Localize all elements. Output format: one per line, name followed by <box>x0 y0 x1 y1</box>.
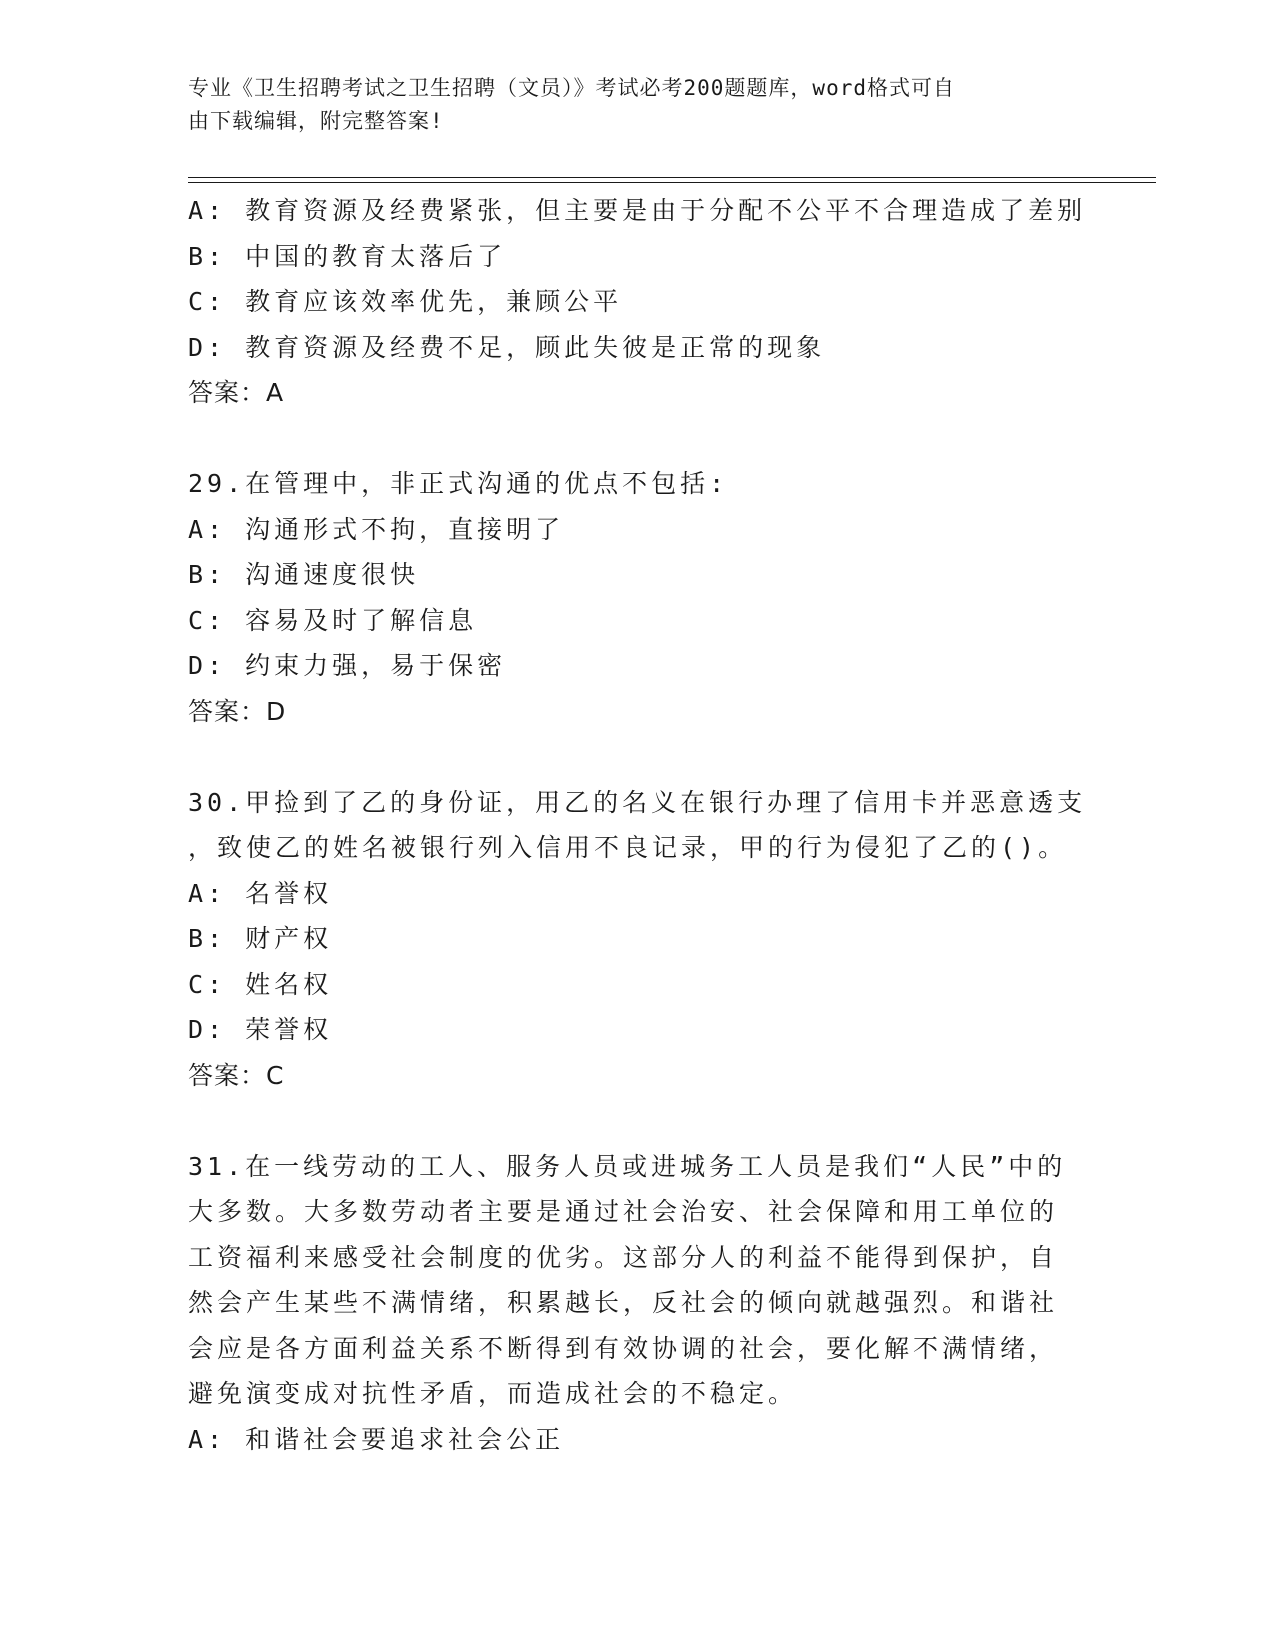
header-divider-bottom <box>188 182 1156 183</box>
option-a: A: 教育资源及经费紧张，但主要是由于分配不公平不合理造成了差别 <box>188 196 1087 225</box>
header-line-1: 专业《卫生招聘考试之卫生招聘（文员）》考试必考200题题库，word格式可自 <box>188 76 955 100</box>
document-header <box>188 72 1068 138</box>
question-text-line-2: 大多数。大多数劳动者主要是通过社会治安、社会保障和用工单位的 <box>188 1197 1059 1226</box>
header-divider-top <box>188 177 1156 178</box>
question-text-line-1: 30.甲捡到了乙的身份证，用乙的名义在银行办理了信用卡并恶意透支 <box>188 787 1087 817</box>
option-a: A: 和谐社会要追求社会公正 <box>188 1424 565 1454</box>
option-b: B: 财产权 <box>188 924 333 953</box>
option-b: B: 沟通速度很快 <box>188 560 420 589</box>
question-30 <box>188 780 1088 1099</box>
option-a: A: 沟通形式不拘，直接明了 <box>188 514 565 544</box>
answer-line: 答案：C <box>188 1060 285 1090</box>
option-d: D: 约束力强，易于保密 <box>188 651 507 680</box>
question-text-line-6: 避免演变成对抗性矛盾，而造成社会的不稳定。 <box>188 1379 798 1408</box>
answer-line: 答案：D <box>188 696 287 726</box>
question-text-line-4: 然会产生某些不满情绪，积累越长，反社会的倾向就越强烈。和谐社 <box>188 1288 1059 1317</box>
document-body <box>188 188 1088 1462</box>
question-text-line-1: 31.在一线劳动的工人、服务人员或进城务工人员是我们“人民”中的 <box>188 1151 1067 1181</box>
question-29 <box>188 461 1088 734</box>
option-c: C: 容易及时了解信息 <box>188 605 478 635</box>
spacer <box>188 734 1088 780</box>
option-b: B: 中国的教育太落后了 <box>188 241 507 271</box>
question-text: 29.在管理中，非正式沟通的优点不包括: <box>188 469 729 498</box>
option-d: D: 教育资源及经费不足，顾此失彼是正常的现象 <box>188 332 826 362</box>
question-text-line-3: 工资福利来感受社会制度的优劣。这部分人的利益不能得到保护，自 <box>188 1242 1059 1272</box>
option-c: C: 教育应该效率优先，兼顾公平 <box>188 287 623 316</box>
option-d: D: 荣誉权 <box>188 1015 333 1044</box>
spacer <box>188 1098 1088 1144</box>
question-28-tail <box>188 188 1088 416</box>
question-text-line-5: 会应是各方面利益关系不断得到有效协调的社会，要化解不满情绪， <box>188 1333 1059 1363</box>
question-text-line-2: ，致使乙的姓名被银行列入信用不良记录，甲的行为侵犯了乙的()。 <box>188 833 1068 862</box>
header-line-2: 由下载编辑，附完整答案! <box>188 109 444 133</box>
option-c: C: 姓名权 <box>188 969 333 999</box>
answer-line: 答案：A <box>188 378 285 407</box>
option-a: A: 名誉权 <box>188 878 333 908</box>
question-31 <box>188 1144 1088 1463</box>
spacer <box>188 416 1088 462</box>
